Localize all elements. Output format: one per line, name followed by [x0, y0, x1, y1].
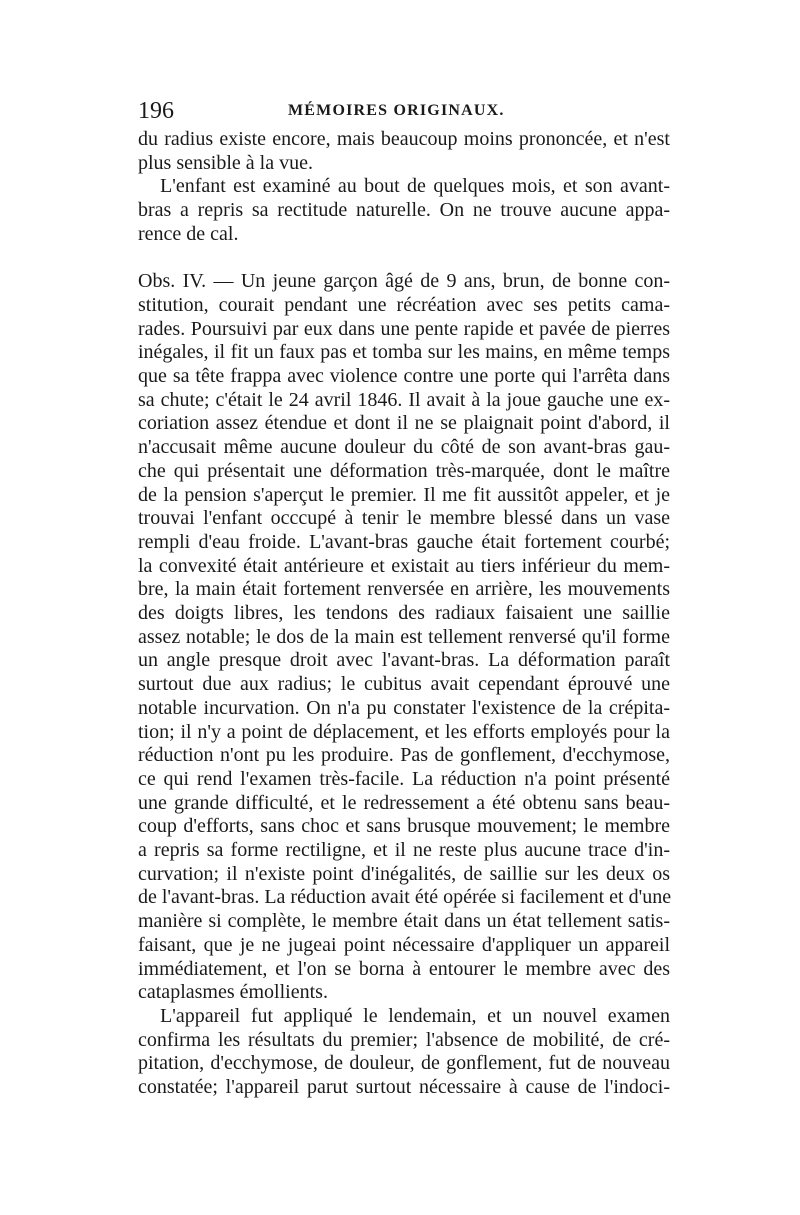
paragraph: [138, 175, 670, 246]
text-line: réduction n'ont pu les produire. Pas de gonflement, d'ecchymose,: [138, 744, 670, 767]
text-line: rempli d'eau froide. L'avant-bras gauche était fortement courbé;: [138, 530, 670, 553]
text-line: che qui présentait une déformation très-marquée, dont le maître: [138, 459, 670, 482]
text-line: bre, la main était fortement renversée en arrière, les mouvements: [138, 578, 670, 601]
page-header: [138, 96, 670, 126]
text-line: confirma les résultats du premier; l'absence de mobilité, de cré-: [138, 1028, 670, 1051]
text-line: coup d'efforts, sans choc et sans brusque mouvement; le membre: [138, 815, 670, 838]
text-line: faisant, que je ne jugeai point nécessaire d'appliquer un appareil: [138, 933, 670, 956]
text-line: trouvai l'enfant occcupé à tenir le membre blessé dans un vase: [138, 507, 670, 530]
text-line: de l'avant-bras. La réduction avait été opérée si facilement et d'une: [138, 886, 672, 909]
text-line: plus sensible à la vue.: [138, 151, 313, 174]
text-line: stitution, courait pendant une récréation avec ses petits cama-: [138, 293, 670, 316]
text-line: n'accusait même aucune douleur du côté de son avant-bras gau-: [138, 436, 670, 459]
text-line: des doigts libres, les tendons des radiaux faisaient une saillie: [138, 602, 670, 625]
body-text: [138, 128, 670, 1100]
text-line: inégales, il fit un faux pas et tomba sur les mains, en même temps: [138, 341, 670, 364]
text-line: manière si complète, le membre était dans un état tellement satis-: [138, 910, 670, 933]
text-line: curvation; il n'existe point d'inégalités, de saillie sur les deux os: [138, 862, 670, 885]
text-line: que sa tête frappa avec violence contre une porte qui l'arrêta dans: [138, 365, 670, 388]
text-line: une grande difficulté, et le redressement a été obtenu sans beau-: [138, 791, 670, 814]
text-line: tion; il n'y a point de déplacement, et les efforts employés pour la: [138, 720, 670, 743]
book-page: [138, 96, 670, 1100]
text-line: la convexité était antérieure et existait au tiers inférieur du mem-: [138, 554, 670, 577]
text-line: bras a repris sa rectitude naturelle. On ne trouve aucune appa-: [138, 199, 670, 222]
text-line: coriation assez étendue et dont il ne se plaignait point d'abord, il: [138, 412, 670, 435]
text-line: surtout due aux radius; le cubitus avait cependant éprouvé une: [138, 673, 670, 696]
paragraph-gap: [138, 247, 670, 271]
text-line: Obs. IV. — Un jeune garçon âgé de 9 ans, brun, de bonne con-: [138, 270, 670, 293]
text-line: L'appareil fut appliqué le lendemain, et un nouvel examen: [160, 1005, 670, 1027]
running-title: MÉMOIRES ORIGINAUX.: [288, 102, 505, 119]
text-line: cataplasmes émollients.: [138, 981, 328, 1004]
paragraph: [138, 128, 670, 175]
text-line: L'enfant est examiné au bout de quelques mois, et son avant-: [160, 175, 670, 198]
page-number: 196: [138, 98, 174, 124]
paragraph: [138, 1005, 670, 1100]
text-line: de la pension s'aperçut le premier. Il me fit aussitôt appeler, et je: [138, 483, 670, 506]
text-line: constatée; l'appareil parut surtout nécessaire à cause de l'indoci-: [138, 1076, 670, 1099]
text-line: rades. Poursuivi par eux dans une pente rapide et pavée de pierres: [138, 317, 670, 340]
text-line: a repris sa forme rectiligne, et il ne reste plus aucune trace d'in-: [138, 839, 670, 862]
text-line: rence de cal.: [138, 222, 239, 245]
text-line: sa chute; c'était le 24 avril 1846. Il avait à la joue gauche une ex-: [138, 388, 670, 411]
text-line: notable incurvation. On n'a pu constater l'existence de la crépita-: [138, 696, 670, 719]
text-line: ce qui rend l'examen très-facile. La réduction n'a point présenté: [138, 767, 670, 790]
text-line: pitation, d'ecchymose, de douleur, de gonflement, fut de nouveau: [138, 1052, 670, 1075]
text-line: un angle presque droit avec l'avant-bras. La déformation paraît: [138, 649, 670, 672]
text-line: assez notable; le dos de la main est tellement renversé qu'il forme: [138, 625, 670, 648]
text-line: du radius existe encore, mais beaucoup moins prononcée, et n'est: [138, 128, 670, 150]
text-line: immédiatement, et l'on se borna à entourer le membre avec des: [138, 957, 670, 980]
paragraph-obs-iv: [138, 270, 670, 1005]
